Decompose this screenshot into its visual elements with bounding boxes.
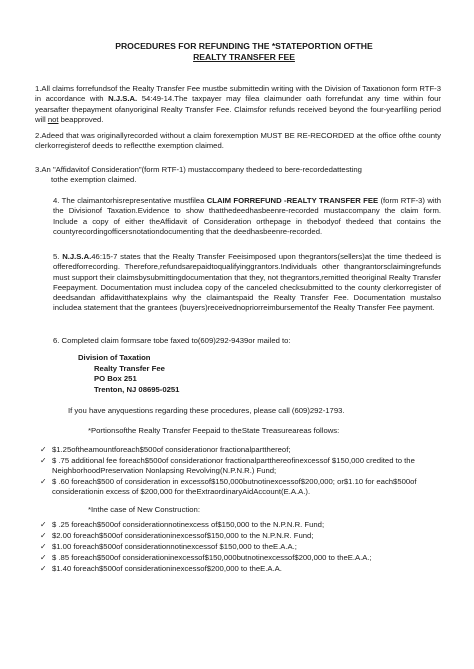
list-item: ✓ $ .75 additional fee foreach$500of considerationor fractionalpartthereofinexcessof $150,000 credited to the NeighborhoodPreservation Nonlapsing Revolving(N.P.N.R.) Fund; xyxy=(40,456,415,475)
checkmark-icon: ✓ xyxy=(40,542,47,551)
address-line-4: Trenton, NJ 08695-0251 xyxy=(94,384,180,394)
checkmark-icon: ✓ xyxy=(40,520,47,529)
document-subtitle: REALTY TRANSFER FEE xyxy=(193,52,295,62)
paragraph-6: 6. Completed claim formsare tobe faxed to(609)292-9439or mailed to: xyxy=(53,336,291,345)
checkmark-icon: ✓ xyxy=(40,477,47,486)
checkmark-icon: ✓ xyxy=(40,553,47,562)
paragraph-5: 5. N.J.S.A.46:15-7 states that the Realty Transfer Feeisimposed upon thegrantors(sellers)at the time thedeed is offeredforrecording. Therefore,refundsarepaidtoqualifyinggrantors.Individuals other thangrantorsclaimingrefunds must support their claimsbysubmittingdocumentation that they, not thegrantors,remitted theoriginal Realty Transfer Feepayment. Documentation must includea copy of the canceled checksubmitted to the county clerkorregister of deedsandan affidavitthatexplains why the claimantspaid the Realty Transfer Fee. Documentation mustalso includea statement that the grantees (buyers)receivednopriorreimbursementof the Realty Transfer Fee payment. xyxy=(53,252,441,313)
contact-line: If you have anyquestions regarding these procedures, please call (609)292-1793. xyxy=(68,406,345,415)
address-line-2: Realty Transfer Fee xyxy=(94,363,165,373)
paragraph-2: 2.Adeed that was originallyrecorded without a claim forexemption MUST BE RE-RECORDED at the office ofthe county clerkorregisterof deeds to reflectthe exemption claimed. xyxy=(35,131,441,151)
list-item: ✓ $1.25oftheamountforeach$500of considerationor fractionalpartthereof; xyxy=(40,445,291,454)
list-item: ✓ $1.00 foreach$500of considerationnotinexcessof $150,000 to theE.A.A.; xyxy=(40,542,297,551)
list-item: ✓ $ .60 foreach$500 of consideration in excessof$150,000butnotinexcessof$200,000; or$1.10 for each$500of considerationin excess of $200,000 for theExtraordinaryAidAccount(E.A.A.). xyxy=(40,477,417,496)
list-item: ✓ $1.40 foreach$500of considerationinexcessof$200,000 to theE.A.A. xyxy=(40,564,282,573)
address-line-3: PO Box 251 xyxy=(94,374,137,384)
new-construction-heading: *Inthe case of New Construction: xyxy=(88,505,200,514)
mailing-address xyxy=(78,353,278,395)
paragraph-3: 3.An "Affidavitof Consideration"(form RTF-1) mustaccompany thedeed to bere-recordedattesting tothe exemption claimed. xyxy=(35,165,362,185)
paragraph-4: 4. The claimantorhisrepresentative mustfilea CLAIM FORREFUND -REALTY TRANSFER FEE (form RTF-3) with the Divisionof Taxation.Evidence to show thatthedeedhasbeenre-recorded mustaccompany the claim form. Include a copy of either theAffidavit of Consideration orthepage in thebodyof thedeed that contains the countyrecordingofficersnotationdocumenting that the deedhasbeenre-recorded. xyxy=(53,196,441,236)
checkmark-icon: ✓ xyxy=(40,531,47,540)
list-item: ✓ $ .25 foreach$500of considerationnotinexcess of$150,000 to the N.P.N.R. Fund; xyxy=(40,520,325,529)
checkmark-icon: ✓ xyxy=(40,564,47,573)
list-item: ✓ $2.00 foreach$500of considerationinexcessof$150,000 to the N.P.N.R. Fund; xyxy=(40,531,314,540)
checkmark-icon: ✓ xyxy=(40,445,47,454)
address-line-1: Division of Taxation xyxy=(78,353,151,362)
portions-heading: *Portionsofthe Realty Transfer Feepaid to theState Treasureareas follows: xyxy=(88,426,340,435)
document-title: PROCEDURES FOR REFUNDING THE *STATEPORTION OFTHE xyxy=(115,41,373,51)
list-item: ✓ $ .85 foreach$500of considerationinexcessof$150,000butnotinexcessof$200,000 to theE.A.A.; xyxy=(40,553,372,562)
paragraph-1: 1.All claims forrefundsof the Realty Transfer Fee mustbe submittedin writing with the Division of Taxationon form RTF-3 in accordance with N.J.S.A. 54:49-14.The taxpayer may filea claimunder oath forrefundat any time within four yearsafter thepayment ofanyoriginal Realty Transfer Fee. Claimsfor refunds received beyond the four-yearfiling period will not beapproved. xyxy=(35,84,441,124)
checkmark-icon: ✓ xyxy=(40,456,47,465)
